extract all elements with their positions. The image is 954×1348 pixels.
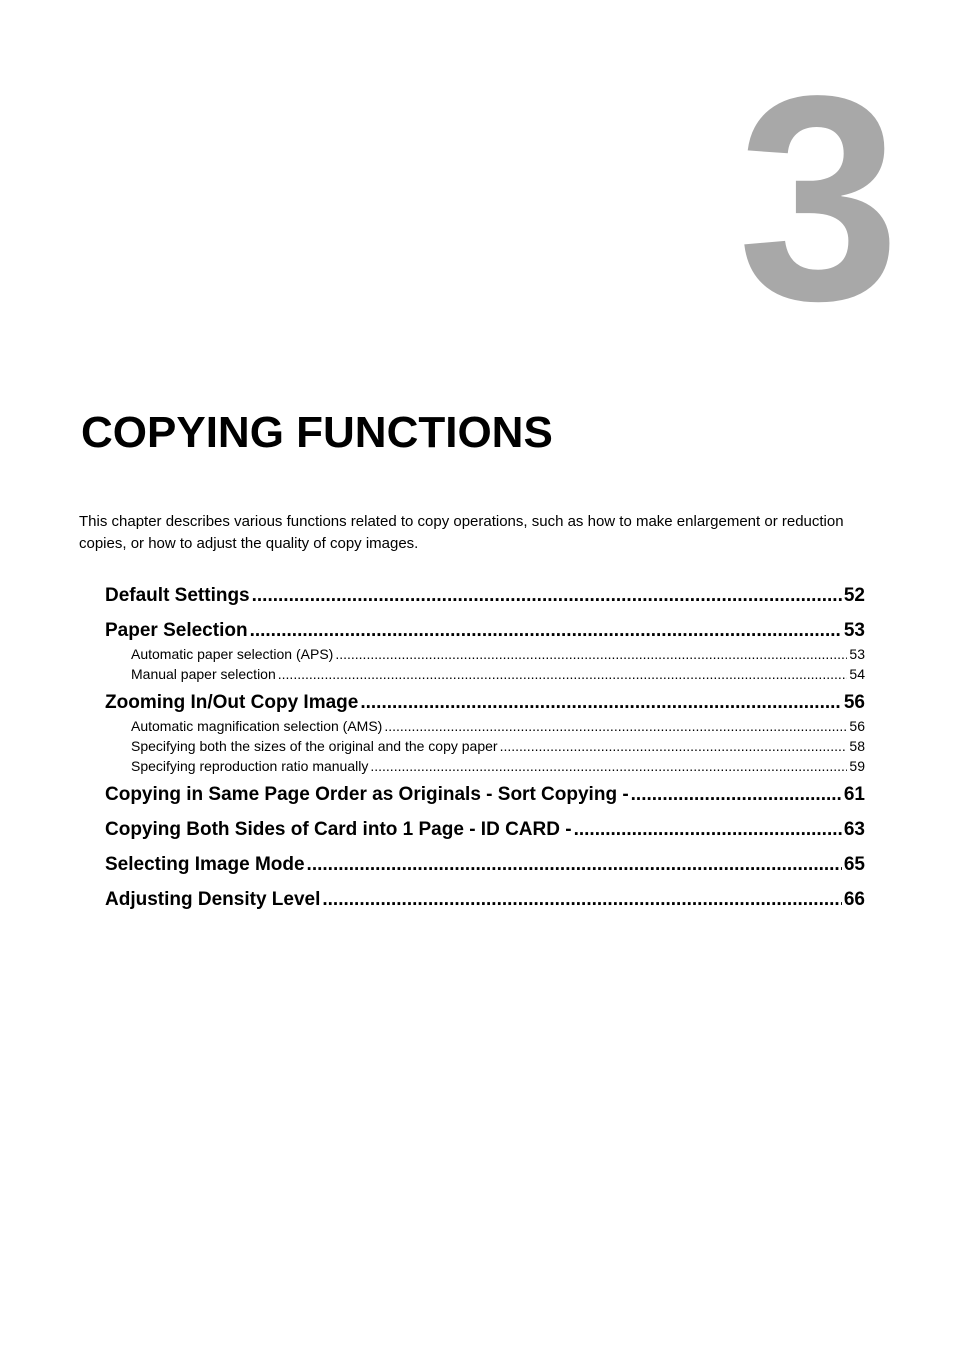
dot-leader [307, 852, 842, 878]
toc-entry-label: Copying Both Sides of Card into 1 Page - ID CARD - [105, 819, 572, 840]
dot-leader [500, 736, 848, 756]
toc-subentry-page: 58 [849, 738, 865, 754]
dot-leader [370, 756, 847, 776]
dot-leader [574, 817, 842, 843]
toc-entry-page: 53 [843, 620, 865, 641]
toc-entry-label: Adjusting Density Level [105, 889, 321, 910]
toc-entry-label: Zooming In/Out Copy Image [105, 692, 359, 713]
toc-entry-label: Copying in Same Page Order as Originals - Sort Copying - [105, 784, 629, 805]
toc-entry-zooming[interactable] [105, 690, 865, 716]
toc-entry-label: Default Settings [105, 585, 250, 606]
toc-entry-sort-copying[interactable] [105, 782, 865, 808]
toc-entry-paper-selection[interactable] [105, 618, 865, 644]
toc-subentry-page: 54 [849, 666, 865, 682]
toc-entry-page: 65 [843, 854, 865, 875]
toc-subentry-manual-paper-selection[interactable] [131, 664, 865, 684]
toc-entry-page: 63 [843, 819, 865, 840]
toc-subentry-page: 59 [849, 758, 865, 774]
dot-leader [252, 583, 842, 609]
dot-leader [322, 887, 841, 913]
dot-leader [335, 644, 847, 664]
toc-subentry-reproduction-ratio[interactable] [131, 756, 865, 776]
toc-subentry-specifying-sizes[interactable] [131, 736, 865, 756]
toc-subentry-label: Manual paper selection [131, 666, 276, 682]
toc-subentry-page: 53 [849, 646, 865, 662]
toc-entry-page: 52 [843, 585, 865, 606]
toc-subentry-page: 56 [849, 718, 865, 734]
dot-leader [250, 618, 842, 644]
toc-entry-label: Selecting Image Mode [105, 854, 305, 875]
toc-entry-page: 61 [843, 784, 865, 805]
toc-entry-label: Paper Selection [105, 620, 248, 641]
toc-subentry-label: Specifying reproduction ratio manually [131, 758, 369, 774]
toc-entry-image-mode[interactable] [105, 852, 865, 878]
toc-entry-page: 66 [843, 889, 865, 910]
chapter-title: COPYING FUNCTIONS [81, 408, 553, 457]
dot-leader [384, 716, 847, 736]
toc-subentry-automatic-magnification[interactable] [131, 716, 865, 736]
toc-entry-id-card[interactable] [105, 817, 865, 843]
chapter-number: 3 [737, 35, 896, 361]
toc-entry-density-level[interactable] [105, 887, 865, 913]
chapter-intro: This chapter describes various functions related to copy operations, such as how to make enlargement or reduction copies, or how to adjust the quality of copy images. [79, 513, 844, 552]
table-of-contents [105, 583, 865, 913]
toc-subentry-label: Specifying both the sizes of the original and the copy paper [131, 738, 498, 754]
toc-subentry-label: Automatic magnification selection (AMS) [131, 718, 383, 734]
dot-leader [278, 664, 848, 684]
dot-leader [631, 782, 842, 808]
toc-entry-default-settings[interactable] [105, 583, 865, 609]
toc-entry-page: 56 [843, 692, 865, 713]
dot-leader [360, 690, 842, 716]
toc-subentry-automatic-paper-selection[interactable] [131, 644, 865, 664]
toc-subentry-label: Automatic paper selection (APS) [131, 646, 334, 662]
